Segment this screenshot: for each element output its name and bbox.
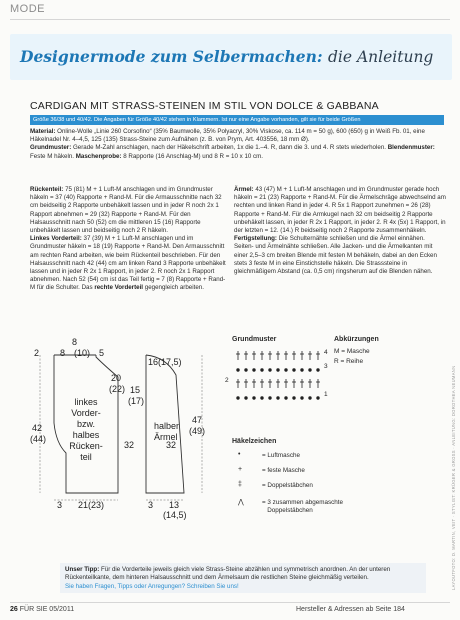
side-credit-text: LAYOUTFOTO: D. MARTIN, VEIT · STYLIST: KRÜGER & GROSS · ANLEITUNG: DOROTHEA NEUMANN: [451, 365, 456, 590]
left-column-text: [30, 186, 228, 293]
chart-chain: [285, 369, 288, 372]
chart-chain: [237, 397, 240, 400]
dim-15: 15: [130, 385, 141, 395]
dim-20: 20: [111, 373, 122, 383]
tip-box: [60, 563, 426, 593]
left-text: 37 (39) M + 1 Luft-M anschlagen und im Grundmuster häkeln = 18 (19) Rapporte + Rand-M. Den Armausschnitt am rechten Rand arbeiten, wie beim Rückenteil beschrieben. Für den Halsausschnitt nach 42 (44) cm am linken Rand 3 Rapporte unbehäkelt lassen und in jeder R 2x 1 Rapport, in jeder 2. R noch 2x 1 Rapport abnehmen. Nach 52 (54) cm ist das Teil fertig = 7 (8) Rapporte + Rand-M für die Schulter. Das: [30, 235, 226, 292]
single-crochet-icon: +: [238, 466, 243, 473]
page-number: 26: [10, 606, 18, 613]
left-label: Rückenteil:: [30, 186, 64, 193]
left-text: 75 (81) M + 1 Luft-M anschlagen und im Grundmuster häkeln = 37 (40) Rapporte + Rand-M. Für die Armausschnitte nach 32 cm beidseitig 2 Rapporte unbehäkelt lassen und in jeder R noch 2x 1 Rapport abnehmen = 29 (32) Rapporte + Rand-M. Für den Halsausschnitt nach 50 (52) cm die mittleren 15 (16) Rapporte unbehäkelt lassen und beidseitig noch 2 R häkeln.: [30, 186, 222, 235]
size-note: Größe 36/38 und 40/42. Die Angaben für Größe 40/42 stehen in Klammern. Ist nur eine Angabe vorhanden, gilt sie für beide Größen: [30, 115, 444, 125]
dim-2: 2: [34, 348, 40, 358]
legend-double: = Doppelstäbchen: [262, 482, 313, 489]
chart-chain: [301, 397, 304, 400]
dim-16: 16(17,5): [148, 357, 182, 367]
chart-chain: [261, 397, 264, 400]
top-rule: [10, 19, 450, 20]
right-paragraph: [234, 235, 437, 275]
grundmuster-section: [225, 336, 452, 426]
abbreviations-title: Abkürzungen: [334, 336, 379, 343]
tip-label: Unser Tipp:: [65, 566, 100, 573]
dim-13: 13: [169, 500, 180, 510]
tip-text: Für die Vorderteile jeweils gleich viele Strass-Steine abzählen und symmetrisch anordnen. An der unteren Rückenteilkante, dem hinteren Halsausschnitt und dem Ärmelsaum die restlichen Steine gleichmäßig verteilen.: [65, 566, 391, 582]
chart-chain: [277, 369, 280, 372]
dim-top-8: 8: [72, 337, 78, 347]
chart-chain: [245, 369, 248, 372]
chain-stitch-icon: •: [238, 451, 241, 458]
row-label-4: 4: [324, 349, 328, 356]
chart-chain: [253, 369, 256, 372]
row-label-2: 2: [225, 377, 229, 384]
intro-label: Material:: [30, 128, 56, 135]
intro-label: Grundmuster:: [30, 144, 72, 152]
dim-3-left: 3: [57, 500, 63, 510]
chart-chain: [237, 369, 240, 372]
schematic-diagram: [26, 335, 216, 520]
row-label-1: 1: [324, 391, 328, 398]
dim-10: (10): [74, 348, 91, 358]
chart-chain: [309, 369, 312, 372]
intro-paragraph: [30, 128, 425, 143]
haekelzeichen-title: Häkelzeichen: [232, 438, 277, 445]
chart-chain: [293, 369, 296, 372]
intro-text: 8 Rapporte (16 Anschlag-M) und 8 R = 10 x 10 cm.: [121, 152, 264, 160]
magazine-issue: FÜR SIE 05/2011: [19, 606, 75, 613]
grundmuster-title: Grundmuster: [232, 336, 277, 343]
dim-32-right: 32: [166, 440, 177, 450]
chart-chain: [301, 369, 304, 372]
left-paragraph: [94, 284, 204, 291]
dim-5: 5: [99, 348, 105, 358]
chart-chain: [269, 397, 272, 400]
banner-title-sub: die Anleitung: [327, 48, 434, 66]
dim-49: (49): [189, 426, 206, 436]
bottom-rule: [10, 602, 450, 603]
left-label: Linkes Vorderteil:: [30, 235, 82, 243]
chart-chain: [261, 369, 264, 372]
side-credit: [451, 365, 459, 620]
stitch-chart: [232, 346, 328, 406]
chart-chain: [285, 397, 288, 400]
left-paragraph: [30, 235, 226, 291]
footer-left: [10, 606, 74, 613]
intro-paragraph: [76, 153, 263, 160]
dim-32-left: 32: [124, 440, 135, 450]
row-label-3: 3: [324, 363, 328, 370]
chart-chain: [277, 397, 280, 400]
dim-42: 42: [32, 423, 43, 433]
chart-chain: [269, 369, 272, 372]
dim-8: 8: [60, 348, 66, 358]
legend-single: = feste Masche: [262, 467, 305, 474]
chart-chain: [245, 397, 248, 400]
right-paragraph: [234, 186, 446, 234]
dim-3-right: 3: [148, 500, 154, 510]
legend-chain: = Luftmasche: [262, 452, 300, 459]
right-text: 43 (47) M + 1 Luft-M anschlagen und im Grundmuster gerade hoch häkeln = 21 (23) Rapporte + Rand-M. Für die Ärmelschräge abwechselnd am rechten und linken Rand in jeder 4. R 5x 1 Rapport zunehmen = 26 (28) Rapporte + Rand-M. Für die Armkugel nach 32 cm beidseitig 2 Rapporte unbehäkelt lassen, in jeder R 2x 1 Rapport, in jeder 2. R 4x (5x) 1 Rapport, in der letzten = 12. (14.) R beidseitig noch 2 Rapporte zusammenhäkeln.: [234, 186, 446, 235]
dim-21: 21(23): [78, 500, 105, 510]
intro-label: Maschenprobe:: [75, 152, 122, 160]
right-text: Die Schulternähte schließen und die Ärmel einnähen. Seiten- und Ärmelnähte schließen. Alle Jacken- und die Ärmelkanten mit einer 2,5–3 cm breiten Blende mit festen M behäkeln, dabei an den Ecken stets 3 feste M in eine Einstichstelle häkeln. Die Strasssteine in gleichmäßigem Abstand (ca. 0,5 cm) ringsherum auf die Blenden nähen.: [234, 235, 437, 276]
abbr-m: M = Masche: [334, 348, 370, 355]
dim-44: (44): [30, 434, 47, 444]
dim-47: 47: [192, 415, 203, 425]
chart-chain: [253, 397, 256, 400]
intro-text: Feste M häkeln.: [30, 152, 76, 160]
haekelzeichen-section: [232, 438, 452, 534]
intro-label: Blendenmuster:: [387, 144, 435, 152]
feedback-link[interactable]: Sie haben Fragen, Tipps oder Anregungen? Schreiben Sie uns!: [65, 582, 239, 590]
left-label: rechte Vorderteil: [94, 284, 144, 292]
schematic-lines: [26, 335, 216, 515]
article-headline: CARDIGAN MIT STRASS-STEINEN IM STIL VON DOLCE & GABBANA: [30, 100, 379, 112]
sleeve-label: halber Ärmel: [154, 421, 180, 442]
double-treble-icon: ‡: [238, 481, 242, 488]
dim-14-5: (14,5): [163, 510, 187, 520]
banner-title: [20, 47, 433, 66]
footer-right: Hersteller & Adressen ab Seite 184: [296, 606, 405, 613]
dim-22: (22): [109, 384, 126, 394]
front-piece-label: linkes Vorder- bzw. halbes Rücken- teil: [69, 397, 103, 462]
chart-chain: [309, 397, 312, 400]
right-column-text: [234, 186, 446, 276]
right-label: Fertigstellung:: [234, 235, 277, 243]
intro-paragraph: [30, 144, 388, 151]
dim-17: (17): [128, 396, 145, 406]
intro-text: Online-Wolle „Linie 260 Corsofino“ (35% Baumwolle, 35% Polyacryl, 30% Viskose, ca. 114 m = 50 g), 600 (650) g in Weiß Fb. 01, eine Häkelnadel Nr. 4–4,5, 125 (135) Strass-Steine zum Aufnähen (z. B. von Prym, Art. 403556, 18 mm Ø).: [30, 128, 425, 144]
left-paragraph: [30, 186, 222, 234]
legend-cluster: = 3 zusammen abgemaschte Doppelstäbchen: [262, 499, 344, 514]
chart-chain: [317, 397, 320, 400]
section-tag: MODE: [10, 3, 45, 15]
chart-chain: [317, 369, 320, 372]
intro-text: Gerade M-Zahl anschlagen, nach der Häkelschrift arbeiten, 1x die 1.–4. R, dann die 3. und 4. R stets wiederholen.: [71, 144, 388, 152]
abbr-r: R = Reihe: [334, 358, 364, 365]
left-text: gegengleich arbeiten.: [143, 284, 204, 292]
right-label: Ärmel:: [234, 186, 254, 193]
banner-title-main: Designermode zum Selbermachen:: [20, 47, 323, 66]
chart-chain: [293, 397, 296, 400]
intro-text: [30, 128, 444, 161]
cluster-icon: ⋀: [238, 499, 244, 506]
